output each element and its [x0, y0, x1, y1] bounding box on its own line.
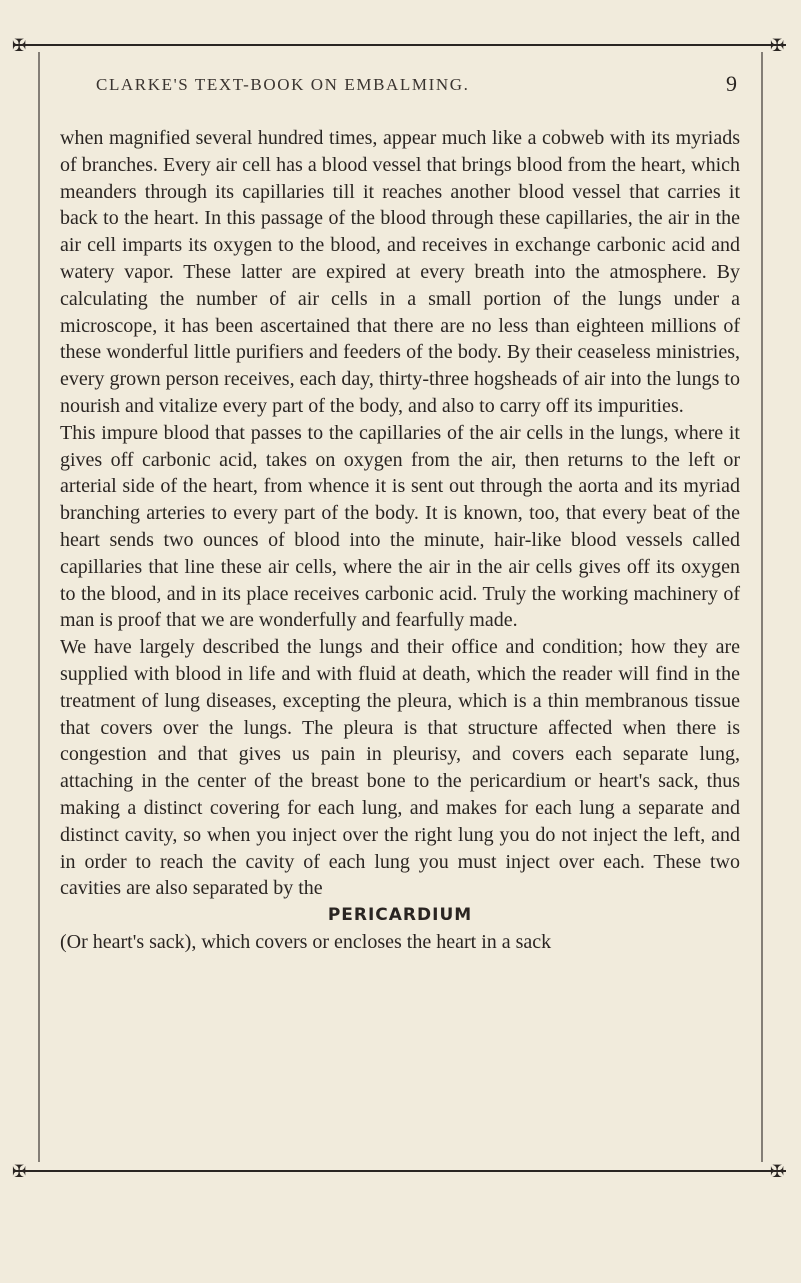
- bottom-right-ornament-icon: ✠: [770, 1162, 785, 1181]
- top-right-ornament-icon: ✠: [770, 36, 785, 55]
- section-heading: PERICARDIUM: [327, 905, 473, 926]
- page-header: [38, 73, 763, 99]
- bottom-border-rule: [14, 1170, 786, 1172]
- page-number: 9: [726, 71, 737, 96]
- left-border-rule: [38, 52, 40, 1162]
- top-left-ornament-icon: ✠: [12, 36, 27, 55]
- paragraph-3: We have largely described the lungs and their office and condition; how they are supplied with blood in life and with fluid at death, which the reader will find in the treatment of lung diseases, excepting the pleura, which is a thin membranous tissue that covers over the lungs. The pleura is that structure affected when there is congestion and that gives us pain in pleurisy, and covers each separate lung, attaching in the center of the breast bone to the pericardium or heart's sack, thus making a distinct covering for each lung, and makes for each lung a separate and distinct cavity, so when you inject over the right lung you do not inject the left, and in order to reach the cavity of each lung you must inject over each. These two cavities are also separated by the: [60, 636, 740, 900]
- top-border-rule: [14, 44, 786, 46]
- paragraph-1: when magnified several hundred times, appear much like a cobweb with its myriads of branches. Every air cell has a blood vessel that brings blood from the heart, which meanders through its capillaries till it reaches another blood vessel that carries it back to the heart. In this passage of the blood through these capillaries, the air in the air cell imparts its oxygen to the blood, and receives in exchange carbonic acid and watery vapor. These latter are expired at every breath into the atmosphere. By calculating the number of air cells in a small portion of the lungs under a microscope, it has been ascertained that there are no less than eighteen millions of these wonderful little purifiers and feeders of the body. By their ceaseless ministries, every grown person receives, each day, thirty-three hogsheads of air into the lungs to nourish and vitalize every part of the body, and also to carry off its impurities.: [60, 127, 740, 417]
- paragraph-4: (Or heart's sack), which covers or encloses the heart in a sack: [60, 930, 552, 953]
- body-text: [60, 125, 740, 956]
- bottom-left-ornament-icon: ✠: [12, 1162, 27, 1181]
- paragraph-2: This impure blood that passes to the capillaries of the air cells in the lungs, where it gives off carbonic acid, takes on oxygen from the air, then returns to the left or arterial side of the heart, from whence it is sent out through the aorta and its myriad branching arteries to every part of the body. It is known, too, that every beat of the heart sends two ounces of blood into the minute, hair-like blood vessels called capillaries that line these air cells, where the air in the air cells gives off its oxygen to the blood, and in its place receives carbonic acid. Truly the working machinery of man is proof that we are wonderfully and fearfully made.: [60, 421, 740, 632]
- running-head: CLARKE'S TEXT-BOOK ON EMBALMING.: [96, 75, 470, 94]
- right-border-rule: [761, 52, 763, 1162]
